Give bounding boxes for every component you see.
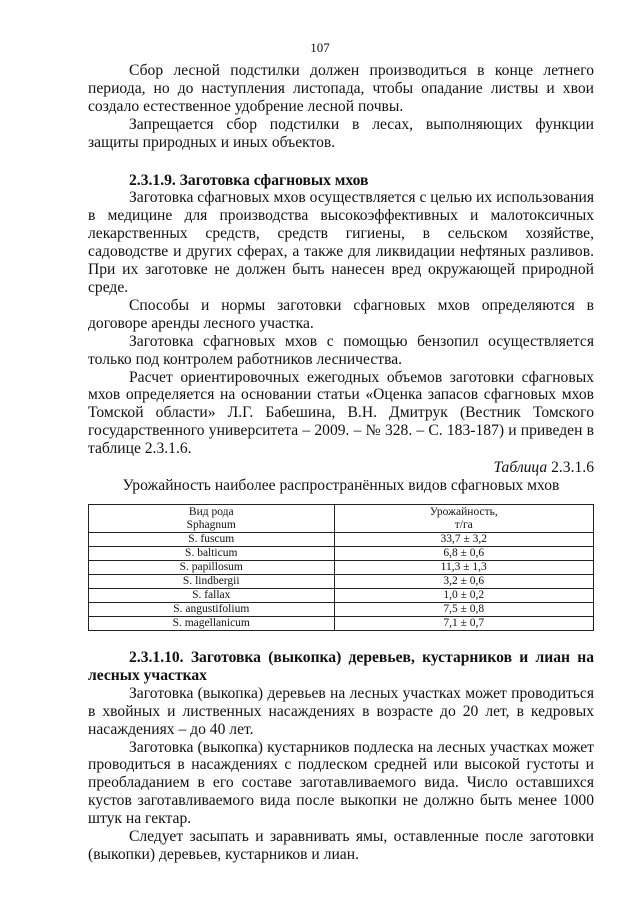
paragraph-sphagnum-chainsaw: Заготовка сфагновых мхов с помощью бензопил осуществляется только под контролем работников лесничества. bbox=[88, 332, 594, 368]
paragraph-litter-ban: Запрещается сбор подстилки в лесах, выполняющих функции защиты природных и иных объектов. bbox=[88, 115, 594, 151]
table-row bbox=[89, 617, 594, 631]
yield-cell: 7,5 ± 0,8 bbox=[334, 603, 594, 617]
species-cell: S. fuscum bbox=[89, 533, 335, 547]
paragraph-sphagnum-norms: Способы и нормы заготовки сфагновых мхов определяются в договоре аренды лесного участка. bbox=[88, 296, 594, 332]
species-cell: S. balticum bbox=[89, 547, 335, 561]
column-header-yield: Урожайность, т/га bbox=[334, 505, 594, 533]
table-row bbox=[89, 575, 594, 589]
yield-cell: 3,2 ± 0,6 bbox=[334, 575, 594, 589]
species-cell: S. angustifolium bbox=[89, 603, 335, 617]
table-label-number: 2.3.1.6 bbox=[551, 459, 594, 477]
sphagnum-yield-table bbox=[88, 504, 594, 631]
section-heading-tree-digging: 2.3.1.10. Заготовка (выкопка) деревьев, кустарников и лиан на лесных участках bbox=[88, 649, 594, 684]
column-header-species: Вид рода Sphagnum bbox=[89, 505, 335, 533]
species-cell: S. papillosum bbox=[89, 561, 335, 575]
paragraph-tree-digging: Заготовка (выкопка) деревьев на лесных участках может проводиться в хвойных и лиственных насаждениях в возрасте до 20 лет, в кедровых насаждениях – до 40 лет. bbox=[88, 684, 594, 738]
paragraph-sphagnum-purpose: Заготовка сфагновых мхов осуществляется с целью их использования в медицине для производства высокоэффективных и малотоксичных лекарственных средств, средств гигиены, в сельском хозяйстве, садоводстве и других сферах, а также для ликвидации нефтяных разливов. При их заготовке не должен быть нанесен вред окружающей природной среде. bbox=[88, 189, 594, 296]
table-caption: Урожайность наиболее распространённых видов сфагновых мхов bbox=[122, 477, 560, 495]
table-row bbox=[89, 589, 594, 603]
section-heading-sphagnum: 2.3.1.9. Заготовка сфагновых мхов bbox=[129, 171, 369, 189]
species-cell: S. fallax bbox=[89, 589, 335, 603]
yield-cell: 1,0 ± 0,2 bbox=[334, 589, 594, 603]
species-cell: S. magellanicum bbox=[89, 617, 335, 631]
table-row bbox=[89, 603, 594, 617]
yield-cell: 11,3 ± 1,3 bbox=[334, 561, 594, 575]
table-label bbox=[88, 459, 594, 477]
species-cell: S. lindbergii bbox=[89, 575, 335, 589]
table-label-word: Таблица bbox=[493, 459, 548, 477]
table-header-row bbox=[89, 505, 594, 533]
paragraph-shrub-digging: Заготовка (выкопка) кустарников подлеска на лесных участках может проводиться в насаждениях с подлеском средней или высокой густоты и преобладанием в его составе заготавливаемого вида. Число оставшихся кустов заготавливаемого вида после выкопки не должно быть менее 1000 штук на гектар. bbox=[88, 738, 594, 828]
paragraph-fill-pits: Следует засыпать и заравнивать ямы, оставленные после заготовки (выкопки) деревьев, кустарников и лиан. bbox=[88, 828, 594, 863]
page-number: 107 bbox=[310, 40, 330, 55]
paragraph-sphagnum-calculation: Расчет ориентировочных ежегодных объемов заготовки сфагновых мхов определяется на основании статьи «Оценка запасов сфагновых мхов Томской области» Л.Г. Бабешина, В.Н. Дмитрук (Вестник Томского государственного университета – 2009. – № 328. – С. 183-187) и приведен в таблице 2.3.1.6. bbox=[88, 368, 594, 458]
yield-cell: 33,7 ± 3,2 bbox=[334, 533, 594, 547]
table-row bbox=[89, 547, 594, 561]
table-row bbox=[89, 561, 594, 575]
document-body bbox=[88, 62, 594, 864]
paragraph-litter-timing: Сбор лесной подстилки должен производиться в конце летнего периода, но до наступления листопада, чтобы опадание листвы и хвои создало естественное удобрение лесной почвы. bbox=[88, 62, 594, 115]
yield-cell: 7,1 ± 0,7 bbox=[334, 617, 594, 631]
table-row bbox=[89, 533, 594, 547]
yield-cell: 6,8 ± 0,6 bbox=[334, 547, 594, 561]
